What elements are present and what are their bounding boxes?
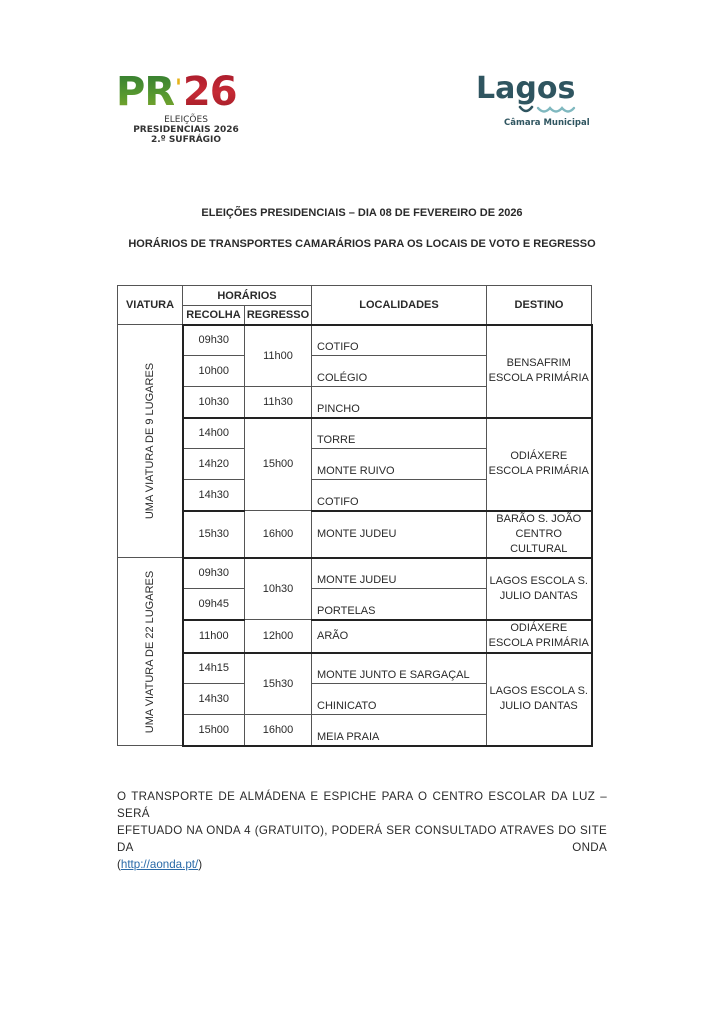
localidade-cell: MONTE RUIVO <box>312 449 487 480</box>
regresso-cell: 15h00 <box>245 418 312 511</box>
recolha-cell: 15h30 <box>183 511 245 558</box>
localidade-cell: MONTE JUDEU <box>312 511 487 558</box>
recolha-cell: 14h00 <box>183 418 245 449</box>
viatura-label: UMA VIATURA DE 22 LUGARES <box>143 570 156 733</box>
regresso-cell: 15h30 <box>245 653 312 715</box>
header-localidades: LOCALIDADES <box>312 286 487 325</box>
localidade-cell: MEIA PRAIA <box>312 715 487 746</box>
pr26-logo-line1: ELEIÇÕES <box>164 115 208 125</box>
localidade-cell: COLÉGIO <box>312 356 487 387</box>
pr26-logo-line3: 2.º SUFRÁGIO <box>150 135 222 145</box>
pr26-logo <box>116 70 256 150</box>
destino-cell: ODIÁXERE ESCOLA PRIMÁRIA <box>487 620 592 653</box>
recolha-cell: 14h30 <box>183 480 245 511</box>
footnote-line3 <box>117 858 202 871</box>
pr26-logo-num: 26 <box>182 69 237 115</box>
recolha-cell: 14h30 <box>183 684 245 715</box>
viatura-cell <box>118 558 183 746</box>
destino-cell: ODIÁXERE ESCOLA PRIMÁRIA <box>487 418 592 511</box>
table-row <box>118 620 592 653</box>
table-row <box>118 558 592 589</box>
destino-cell: BENSAFRIM ESCOLA PRIMÁRIA <box>487 325 592 418</box>
pr26-logo-tick: ' <box>175 76 181 101</box>
footnote-line2: EFETUADO NA ONDA 4 (GRATUITO), PODERÁ SER CONSULTADO ATRAVES DO SITE DA ONDA <box>117 824 607 854</box>
schedule-table <box>117 285 593 747</box>
header-horarios: HORÁRIOS <box>183 286 312 306</box>
viatura-label: UMA VIATURA DE 9 LUGARES <box>143 362 156 520</box>
regresso-cell: 11h00 <box>245 325 312 387</box>
lagos-logo <box>474 72 594 136</box>
recolha-cell: 14h15 <box>183 653 245 684</box>
onda-link[interactable]: http://aonda.pt/ <box>120 858 199 871</box>
header-regresso: REGRESSO <box>245 306 312 325</box>
regresso-cell: 16h00 <box>245 715 312 746</box>
recolha-cell: 15h00 <box>183 715 245 746</box>
recolha-cell: 09h45 <box>183 589 245 620</box>
recolha-cell: 11h00 <box>183 620 245 653</box>
destino-cell: LAGOS ESCOLA S. JULIO DANTAS <box>487 558 592 620</box>
header-viatura: VIATURA <box>118 286 183 325</box>
localidade-cell: MONTE JUDEU <box>312 558 487 589</box>
viatura-cell <box>118 325 183 558</box>
localidade-cell: PORTELAS <box>312 589 487 620</box>
regresso-cell: 12h00 <box>245 620 312 653</box>
regresso-cell: 11h30 <box>245 387 312 418</box>
recolha-cell: 14h20 <box>183 449 245 480</box>
table-row <box>118 325 592 356</box>
header-recolha: RECOLHA <box>183 306 245 325</box>
table-row <box>118 653 592 684</box>
regresso-cell: 10h30 <box>245 558 312 620</box>
localidade-cell: PINCHO <box>312 387 487 418</box>
localidade-cell: CHINICATO <box>312 684 487 715</box>
recolha-cell: 10h30 <box>183 387 245 418</box>
recolha-cell: 09h30 <box>183 558 245 589</box>
localidade-cell: TORRE <box>312 418 487 449</box>
regresso-cell: 16h00 <box>245 511 312 558</box>
destino-cell: BARÃO S. JOÃO CENTRO CULTURAL <box>487 511 592 558</box>
lagos-logo-sub: Câmara Municipal <box>504 118 590 128</box>
table-row <box>118 418 592 449</box>
footnote-close-paren: ) <box>198 858 203 871</box>
localidade-cell: MONTE JUNTO E SARGAÇAL <box>312 653 487 684</box>
recolha-cell: 09h30 <box>183 325 245 356</box>
localidade-cell: ARÃO <box>312 620 487 653</box>
waves-icon <box>518 104 576 116</box>
pr26-logo-line2: PRESIDENCIAIS 2026 <box>133 125 239 135</box>
document-title: ELEIÇÕES PRESIDENCIAIS – DIA 08 DE FEVEREIRO DE 2026 <box>201 207 523 219</box>
pr26-logo-pr: PR <box>116 69 175 115</box>
header-destino: DESTINO <box>487 286 592 325</box>
destino-cell: LAGOS ESCOLA S. JULIO DANTAS <box>487 653 592 746</box>
recolha-cell: 10h00 <box>183 356 245 387</box>
pr26-logo-mark <box>116 70 237 114</box>
lagos-logo-word: Lagos <box>476 71 576 106</box>
footnote-line1: O TRANSPORTE DE ALMÁDENA E ESPICHE PARA O CENTRO ESCOLAR DA LUZ – SERÁ <box>117 790 607 820</box>
localidade-cell: COTIFO <box>312 325 487 356</box>
document-subtitle: HORÁRIOS DE TRANSPORTES CAMARÁRIOS PARA OS LOCAIS DE VOTO E REGRESSO <box>128 238 596 250</box>
table-row <box>118 511 592 558</box>
footnote-open-paren: ( <box>117 858 121 871</box>
footnote <box>117 788 607 873</box>
localidade-cell: COTIFO <box>312 480 487 511</box>
